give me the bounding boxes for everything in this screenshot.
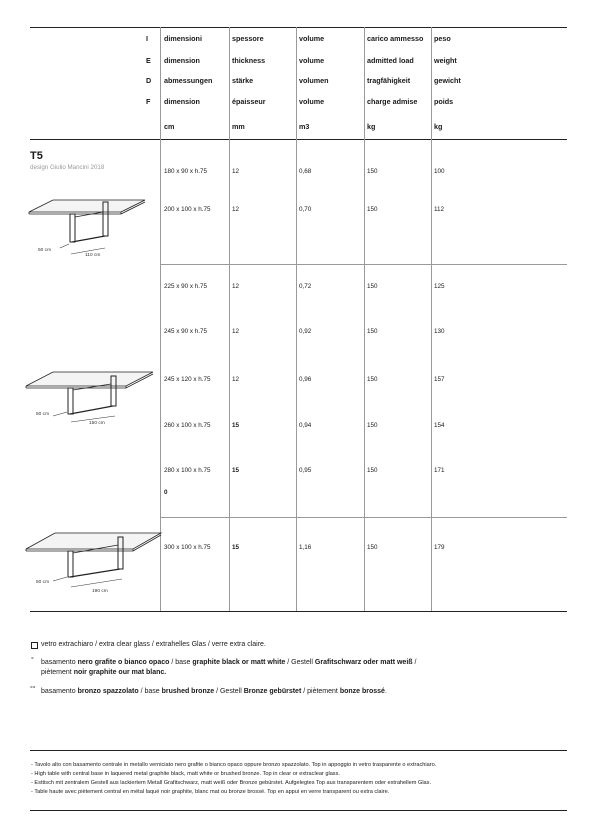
table-cell-thick: 12 xyxy=(232,328,240,335)
table-cell-weight: 179 xyxy=(434,544,445,551)
drawing-depth-label: 50 cm xyxy=(38,248,52,253)
unit-load: kg xyxy=(367,122,376,131)
note-german: - Esttisch mit zentralem Gestell aus lackiertem Metall Grafitschwarz, matt weiß oder Bronze gebürstet. Aufgelegtes Top aus transparentem oder extrahellem Glas. xyxy=(31,780,432,786)
drawing-depth-label: 50 cm xyxy=(36,580,50,585)
table-cell-dim: 260 x 100 x h.75 xyxy=(164,422,211,429)
table-cell-thick: 15 xyxy=(232,467,240,474)
table-cell-load: 150 xyxy=(367,283,378,290)
note-italian: - Tavolo alto con basamento centrale in metallo verniciato nero grafite o bianco opaco oppure bronzo spazzolato. Top in appoggio in vetro trasparente o extrachiaro. xyxy=(31,762,437,768)
header-thickness: spessore xyxy=(232,34,264,43)
table-cell-vol: 0,68 xyxy=(299,168,312,175)
header-dimensions: abmessungen xyxy=(164,76,213,85)
notes-rule xyxy=(30,750,567,751)
table-cell-vol: 0,94 xyxy=(299,422,312,429)
unit-thickness: mm xyxy=(232,122,245,131)
col-rule-1 xyxy=(160,27,161,611)
header-weight: peso xyxy=(434,34,451,43)
col-rule-2 xyxy=(229,27,230,611)
header-load: admitted load xyxy=(367,56,414,65)
table-cell-load: 150 xyxy=(367,376,378,383)
table-cell-vol: 0,70 xyxy=(299,206,312,213)
header-volume: volume xyxy=(299,56,325,65)
legend-glass: vetro extrachiaro / extra clear glass / extrahelles Glas / verre extra claire. xyxy=(41,641,266,648)
header-thickness: thickness xyxy=(232,56,266,65)
legend-symbol-double: °° xyxy=(30,686,36,693)
table-cell-vol: 0,92 xyxy=(299,328,312,335)
table-cell-dim: 245 x 90 x h.75 xyxy=(164,328,208,335)
glass-checkbox-icon xyxy=(31,642,38,649)
table-cell-dim: 180 x 90 x h.75 xyxy=(164,168,208,175)
page-bottom-rule xyxy=(30,810,567,811)
header-weight: weight xyxy=(434,56,457,65)
table-cell-thick: 15 xyxy=(232,544,240,551)
table-cell-thick: 12 xyxy=(232,206,240,213)
top-rule xyxy=(30,27,567,28)
col-rule-5 xyxy=(431,27,432,611)
table-cell-load: 150 xyxy=(367,206,378,213)
header-volume: volume xyxy=(299,34,325,43)
table-cell-dim: 300 x 100 x h.75 xyxy=(164,544,211,551)
table-cell-weight: 130 xyxy=(434,328,445,335)
language-code: D xyxy=(146,76,152,85)
drawing-width-label: 150 cm xyxy=(89,421,105,426)
col-rule-4 xyxy=(364,27,365,611)
header-thickness: stärke xyxy=(232,76,254,85)
product-name: T5 xyxy=(30,150,43,162)
bottom-rule xyxy=(30,611,567,612)
table-cell-dim: 280 x 100 x h.75 xyxy=(164,467,211,474)
drawing-width-label: 110 cm xyxy=(85,253,101,258)
drawing-depth-label: 50 cm xyxy=(36,412,50,417)
header-load: tragfähigkeit xyxy=(367,76,411,85)
table-cell-load: 150 xyxy=(367,328,378,335)
table-cell-weight: 154 xyxy=(434,422,445,429)
table-cell-vol: 0,72 xyxy=(299,283,312,290)
language-code: E xyxy=(146,56,151,65)
table-drawing-large xyxy=(23,525,163,597)
language-code: F xyxy=(146,97,151,106)
table-cell-thick: 15 xyxy=(232,422,240,429)
table-cell-weight: 100 xyxy=(434,168,445,175)
table-cell-vol: 0,95 xyxy=(299,467,312,474)
unit-dimensions: cm xyxy=(164,122,175,131)
header-weight: gewicht xyxy=(434,76,461,85)
table-cell-thick: 12 xyxy=(232,283,240,290)
legend-base-bronze: basamento bronzo spazzolato / base brushed bronze / Gestell Bronze gebürstet / piètement bonze brossé. xyxy=(41,688,387,695)
header-rule xyxy=(30,139,567,140)
header-volume: volumen xyxy=(299,76,329,85)
note-english: - High table with central base in laquered metal graphite black, matt white or brushed bronze. Top in clear or extraclear glass. xyxy=(31,771,340,777)
table-cell-load: 150 xyxy=(367,467,378,474)
header-load: charge admise xyxy=(367,97,418,106)
table-cell-weight: 112 xyxy=(434,206,445,213)
table-cell-weight: 157 xyxy=(434,376,445,383)
unit-weight: kg xyxy=(434,122,443,131)
table-cell-thick: 12 xyxy=(232,376,240,383)
table-cell-dim: 245 x 120 x h.75 xyxy=(164,376,211,383)
table-cell-vol: 1,16 xyxy=(299,544,312,551)
drawing-width-label: 190 cm xyxy=(92,589,108,594)
header-thickness: épaisseur xyxy=(232,97,266,106)
table-cell-load: 150 xyxy=(367,422,378,429)
note-french: - Table haute avec piètement central en métal laqué noir graphite, blanc mat ou bronze brossé. Top en appui en verre transparent ou extra claire. xyxy=(31,789,390,795)
col-rule-3 xyxy=(296,27,297,611)
table-cell-load: 150 xyxy=(367,544,378,551)
header-load: carico ammesso xyxy=(367,34,424,43)
header-weight: poids xyxy=(434,97,454,106)
header-volume: volume xyxy=(299,97,325,106)
table-cell-dim: 200 x 100 x h.75 xyxy=(164,206,211,213)
unit-volume: m3 xyxy=(299,122,310,131)
row-footnote-mark: 0 xyxy=(164,489,168,496)
legend-base-graphite: basamento nero grafite o bianco opaco / base graphite black or matt white / Gestell Grafitschwarz oder matt weiß / piètement noir graphite our mat blanc. xyxy=(41,659,417,676)
table-cell-vol: 0,96 xyxy=(299,376,312,383)
table-cell-weight: 171 xyxy=(434,467,445,474)
header-dimensions: dimension xyxy=(164,56,200,65)
table-cell-dim: 225 x 90 x h.75 xyxy=(164,283,208,290)
header-dimensions: dimension xyxy=(164,97,200,106)
table-cell-thick: 12 xyxy=(232,168,240,175)
table-cell-weight: 125 xyxy=(434,283,445,290)
legend-symbol-single: ° xyxy=(31,657,34,664)
table-cell-load: 150 xyxy=(367,168,378,175)
product-designer: design Giulio Mancini 2018 xyxy=(30,164,105,171)
language-code: I xyxy=(146,34,148,43)
header-dimensions: dimensioni xyxy=(164,34,202,43)
